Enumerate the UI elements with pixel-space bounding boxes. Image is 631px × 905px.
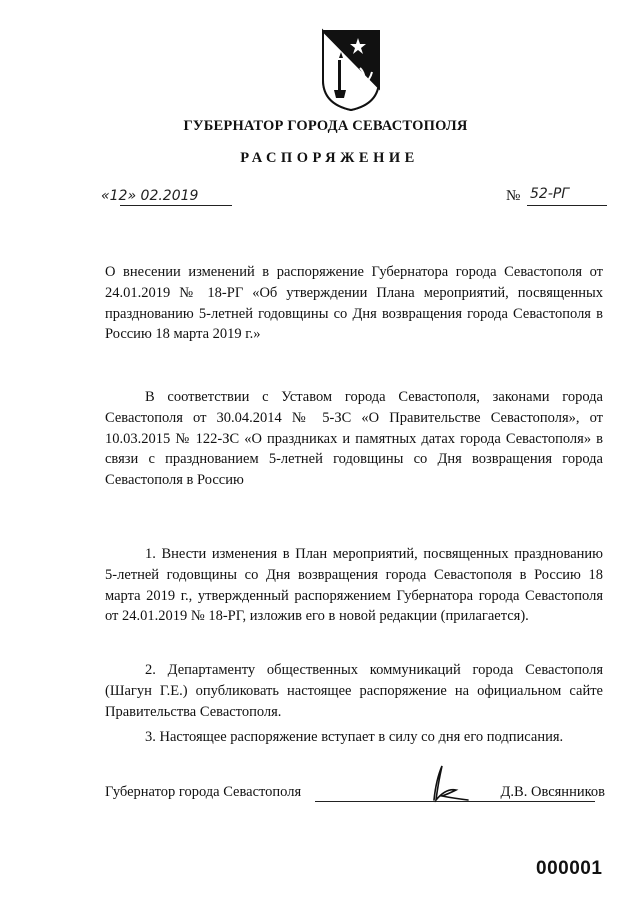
number-underline (527, 205, 607, 206)
signature-block (105, 784, 605, 808)
document-number-label: № (506, 188, 521, 204)
clause-1: 1. Внести изменения в План мероприятий, посвященных празднованию 5-летней годовщины со Дня возвращения города Севастополя в Россию 18 марта 2019 г., утвержденный распоряжением Губернатора города Севастополя от 24.01.2019 № 18-РГ, изложив его в новой редакции (прилагается). (105, 546, 603, 625)
handwritten-signature (412, 760, 482, 806)
signatory-position: Губернатор города Севастополя (105, 784, 302, 800)
document-subject: О внесении изменений в распоряжение Губернатора города Севастополя от 24.01.2019 № 18-РГ «Об утверждении Плана мероприятий, посвященных празднованию 5-летней годовщины со Дня возвращения города Севастополя в Россию 18 марта 2019 г.» (105, 264, 603, 343)
clause-3: 3. Настоящее распоряжение вступает в силу со дня его подписания. (145, 729, 564, 745)
signatory-name: Д.В. Овсянников (500, 784, 605, 800)
issuing-authority: ГУБЕРНАТОР ГОРОДА СЕВАСТОПОЛЯ (183, 118, 468, 134)
clause-2: 2. Департаменту общественных коммуникаций города Севастополя (Шагун Г.Е.) опубликовать настоящее распоряжение на официальном сайте Правительства Севастополя. (105, 662, 603, 720)
date-underline (120, 205, 232, 206)
document-type-title: РАСПОРЯЖЕНИЕ (240, 150, 419, 166)
document-number-value: 52-РГ (530, 186, 570, 202)
preamble-paragraph: В соответствии с Уставом города Севастополя, законами города Севастополя от 30.04.2014 № 5-ЗС «О Правительстве Севастополя», от 10.03.2015 № 122-ЗС «О праздниках и памятных датах города Севастополя» в связи с празднованием 5-летней годовщины со Дня возвращения города Севастополя в Россию (105, 389, 603, 489)
serial-number: 000001 (536, 858, 603, 879)
coat-of-arms-emblem (320, 28, 382, 112)
document-date: «12» 02.2019 (101, 188, 199, 204)
